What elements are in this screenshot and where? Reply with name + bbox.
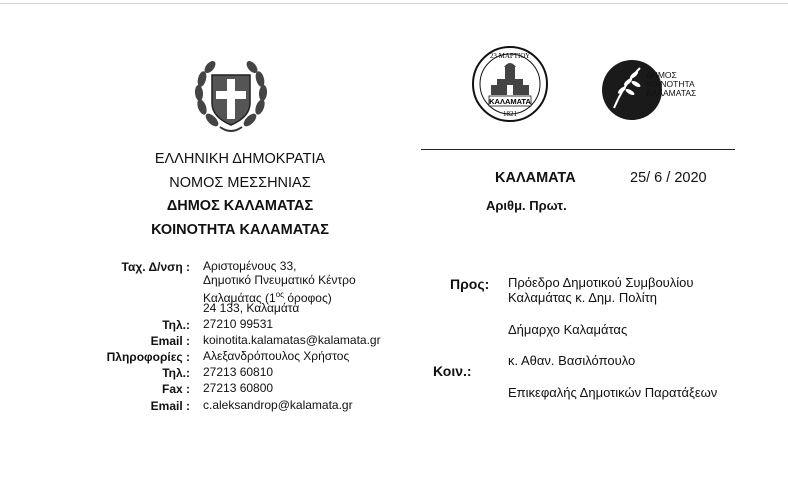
top-edge-line [0, 3, 788, 4]
email-link[interactable]: koinotita.kalamatas@kalamata.gr [203, 333, 381, 347]
org-line-municipality: ΔΗΜΟΣ ΚΑΛΑΜΑΤΑΣ [166, 198, 314, 214]
to-line-2: Καλαμάτας κ. Δημ. Πολίτη [508, 290, 657, 305]
to-line-1: Πρόεδρο Δημοτικού Συμβουλίου [508, 275, 694, 290]
address-label: Ταχ. Δ/νση : [121, 260, 190, 274]
org-line-prefecture: ΝΟΜΟΣ ΜΕΣΣΗΝΙΑΣ [169, 175, 311, 191]
phone2-label: Τηλ.: [162, 366, 190, 380]
email2-label: Email : [150, 399, 190, 413]
phone-value: 27210 99531 [203, 317, 274, 331]
floor-superscript: ος [275, 290, 285, 299]
to-line-3: Δήμαρχο Καλαμάτας [508, 322, 628, 337]
header-divider [421, 149, 735, 150]
org-line-republic: ΕΛΛΗΝΙΚΗ ΔΗΜΟΚΡΑΤΙΑ [154, 151, 326, 167]
fax-label: Fax : [161, 382, 190, 396]
cc-label: Κοιν.: [433, 363, 472, 379]
info-label: Πληροφορίες : [106, 350, 190, 364]
cc-line-2: Επικεφαλής Δημοτικών Παρατάξεων [508, 385, 718, 400]
community-logo-icon [600, 56, 712, 124]
org-line-community: ΚΟΙΝΟΤΗΤΑ ΚΑΛΑΜΑΤΑΣ [151, 222, 329, 238]
address-line-4: 24 133, Καλαμάτα [203, 301, 300, 315]
email-label: Email : [150, 334, 190, 348]
seal-year-text: 1821 [503, 110, 517, 118]
info-value: Αλεξανδρόπουλος Χρήστος [203, 349, 350, 363]
fax-value: 27213 60800 [203, 381, 274, 395]
document-date: 25/ 6 / 2020 [630, 170, 707, 186]
seal-top-text: 23 ΜΑΡΤΙΟΥ [489, 52, 531, 60]
logo-line2: ΚΟΙΝΟΤΗΤΑ [646, 79, 695, 89]
place-name: ΚΑΛΑΜΑΤΑ [495, 170, 576, 186]
kalamata-1821-seal-icon [471, 45, 549, 123]
phone2-value: 27213 60810 [203, 365, 274, 379]
address-line-2: Δημοτικό Πνευματικό Κέντρο [203, 273, 356, 287]
address-line-1: Αριστομένους 33, [203, 259, 297, 273]
greek-emblem-icon [190, 55, 272, 137]
to-label: Προς: [450, 276, 490, 292]
cc-line-1: κ. Αθαν. Βασιλόπουλο [508, 353, 636, 368]
protocol-number-label: Αριθμ. Πρωτ. [486, 198, 567, 213]
phone-label: Τηλ.: [162, 318, 190, 332]
address-line-3: Καλαμάτας ($1^{o\varsigma}$ όροφος) [203, 290, 332, 305]
email2-link[interactable]: c.aleksandrop@kalamata.gr [203, 398, 353, 412]
seal-name-text: ΚΑΛΑΜΑΤΑ [489, 97, 531, 106]
logo-line1: ΔΗΜΟΣ [646, 70, 677, 80]
logo-line3: ΚΑΛΑΜΑΤΑΣ [646, 88, 697, 98]
